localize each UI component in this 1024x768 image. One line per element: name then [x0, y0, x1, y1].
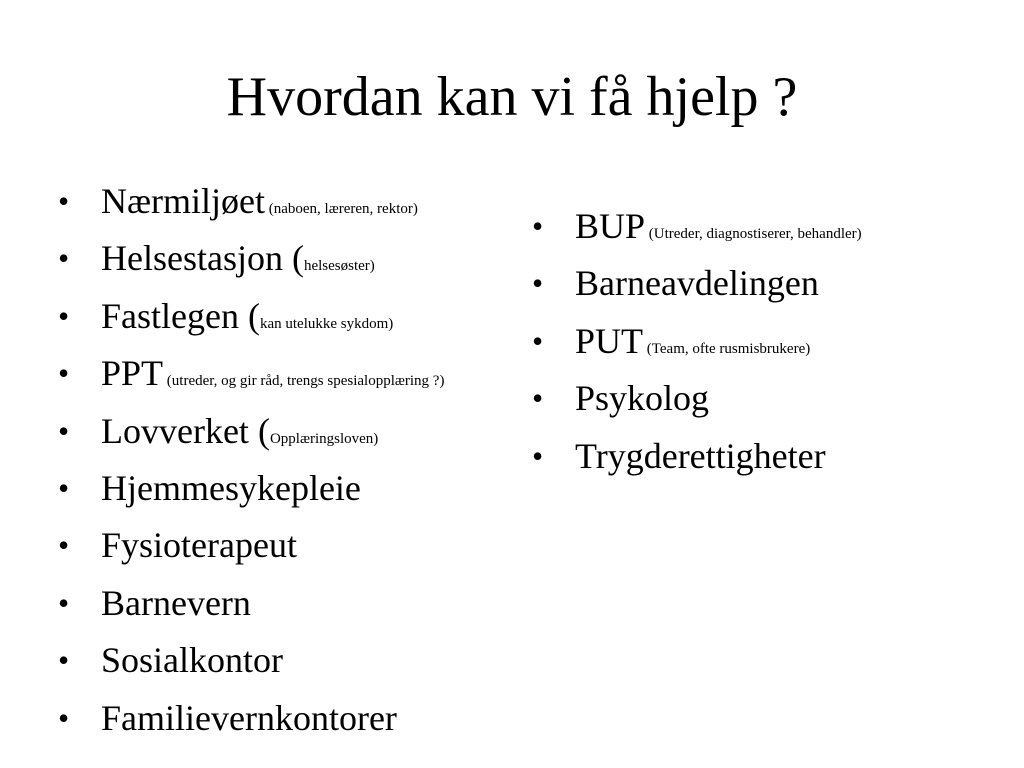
- bullet-icon: •: [532, 265, 544, 302]
- item-note: (Utreder, diagnostiserer, behandler): [645, 226, 862, 242]
- item-label: Helsestasjon (: [101, 238, 304, 279]
- list-item: [532, 255, 1002, 312]
- slide-title: Hvordan kan vi få hjelp ?: [226, 66, 798, 128]
- list-item: [58, 690, 508, 747]
- item-note: (naboen, læreren, rektor): [265, 201, 418, 217]
- list-item: [58, 230, 508, 287]
- item-label: BUP: [575, 206, 646, 246]
- item-label: Fastlegen (: [101, 295, 260, 336]
- bullet-icon: •: [58, 183, 70, 219]
- item-label: Nærmiljøet: [101, 181, 265, 221]
- item-label: Trygderettigheter: [575, 435, 826, 476]
- list-item: [58, 173, 508, 230]
- item-label: PUT: [575, 320, 644, 361]
- list-item: [58, 517, 508, 574]
- list-item: [58, 345, 508, 402]
- item-label: Psykolog: [575, 378, 710, 419]
- item-label: Barneavdelingen: [575, 263, 819, 304]
- left-bullet-list: [58, 173, 508, 747]
- list-item: [532, 370, 1002, 427]
- bullet-icon: •: [532, 208, 544, 244]
- item-note: (utreder, og gir råd, trengs spesialopplæring ?): [163, 373, 445, 390]
- item-label: Barnevern: [101, 582, 251, 623]
- item-note: Opplæringsloven): [269, 430, 379, 447]
- list-item: [58, 575, 508, 632]
- right-bullet-list: [532, 198, 1002, 485]
- item-label: Familievernkontorer: [101, 697, 397, 738]
- item-note: kan utelukke sykdom): [259, 315, 394, 332]
- bullet-icon: •: [58, 469, 70, 506]
- item-label: Sosialkontor: [101, 640, 284, 681]
- list-item: [532, 313, 1002, 370]
- list-item: [58, 460, 508, 517]
- bullet-icon: •: [532, 380, 544, 417]
- item-label: PPT: [101, 353, 164, 394]
- bullet-icon: •: [58, 412, 70, 449]
- bullet-icon: •: [58, 527, 70, 564]
- bullet-icon: •: [58, 642, 70, 679]
- list-item: [532, 198, 1002, 255]
- bullet-icon: •: [58, 240, 70, 277]
- bullet-icon: •: [58, 699, 70, 736]
- list-item: [58, 403, 508, 460]
- bullet-icon: •: [532, 437, 544, 474]
- bullet-icon: •: [532, 322, 544, 359]
- item-label: Fysioterapeut: [101, 525, 297, 566]
- bullet-icon: •: [58, 584, 70, 621]
- bullet-icon: •: [58, 355, 70, 392]
- list-item: [58, 632, 508, 689]
- item-label: Lovverket (: [101, 410, 270, 451]
- item-note: (Team, ofte rusmisbrukere): [643, 340, 811, 357]
- item-note: helsesøster): [303, 258, 375, 275]
- list-item: [58, 288, 508, 345]
- bullet-icon: •: [58, 297, 70, 334]
- item-label: Hjemmesykepleie: [101, 467, 361, 508]
- list-item: [532, 428, 1002, 485]
